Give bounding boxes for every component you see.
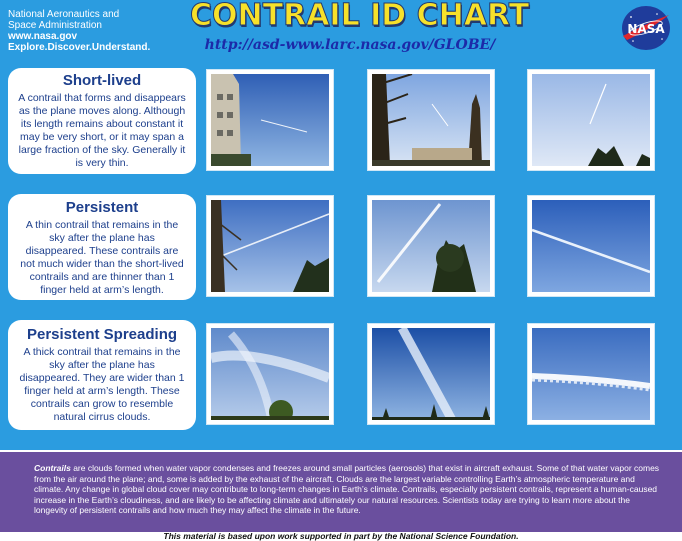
photo-persistent-spreading-2 (367, 323, 495, 425)
photo-short-lived-1 (206, 69, 334, 171)
page-title: CONTRAIL ID CHART (190, 0, 530, 33)
photo-persistent-spreading-3 (527, 323, 655, 425)
photo-persistent-3 (527, 195, 655, 297)
explanation-lead-word: Contrails (34, 463, 71, 473)
category-title-short-lived: Short-lived (62, 72, 142, 89)
nsf-credit: This material is based upon work supported in part by the National Science Foundation. (163, 531, 519, 541)
category-description-persistent: A thin contrail that remains in the sky after the plane has disappeared. These contrails are not much wider than the short-lived contrails and are thinner than 1 finger held at arm’s length. (20, 219, 184, 296)
nasa-logo-icon (617, 3, 675, 53)
photo-persistent-1 (206, 195, 334, 297)
photo-persistent-spreading-1 (206, 323, 334, 425)
explanation-text: are clouds formed when water vapor condenses and freezes around small particles (aerosols) that exist in aircraft exhaust. Some of that water vapor comes from the air around the plane; and, some is added by the exhaust of the aircraft. Clouds are the largest variable controlling Earth’s atmospheric temperature and climate. Any change in global cloud cover may contribute to long-term changes in Earth’s climate. Contrails, especially persistent contrails, represent a human-caused increase in the Earth’s cloudiness, and are likely to be affecting climate and ultimately our natural resources. Scientists today are trying to learn more about the longevity of persistent contrails and how much they may affect the climate in the future. (34, 463, 660, 515)
category-title-persistent: Persistent (65, 199, 139, 216)
motto: Explore.Discover.Understand. (8, 42, 151, 53)
agency-block (8, 9, 150, 53)
card-persistent-spreading (8, 320, 196, 430)
card-short-lived (8, 68, 196, 174)
nasa-logo-text: NASA (627, 22, 665, 36)
agency-name-line1: National Aeronautics and (8, 9, 120, 20)
contrails-explanation (0, 452, 682, 532)
website-link[interactable]: www.nasa.gov (8, 31, 78, 42)
card-persistent (8, 194, 196, 300)
category-description-persistent-spreading: A thick contrail that remains in the sky after the plane has disappeared. They are wider than 1 finger held at arm’s length. These contrails can grow to resemble natural cirrus clouds. (19, 346, 185, 423)
photo-short-lived-2 (367, 69, 495, 171)
agency-name-line2: Space Administration (8, 20, 102, 31)
photo-persistent-2 (367, 195, 495, 297)
photo-short-lived-3 (527, 69, 655, 171)
category-title-persistent-spreading: Persistent Spreading (26, 326, 178, 343)
globe-url-link[interactable]: http://asd-www.larc.nasa.gov/GLOBE/ (204, 37, 496, 53)
category-description-short-lived: A contrail that forms and disappears as the plane moves along. Although its length remains about constant it may be very short, or it may span a large fraction of the sky. Generally it is very thin. (18, 92, 186, 169)
